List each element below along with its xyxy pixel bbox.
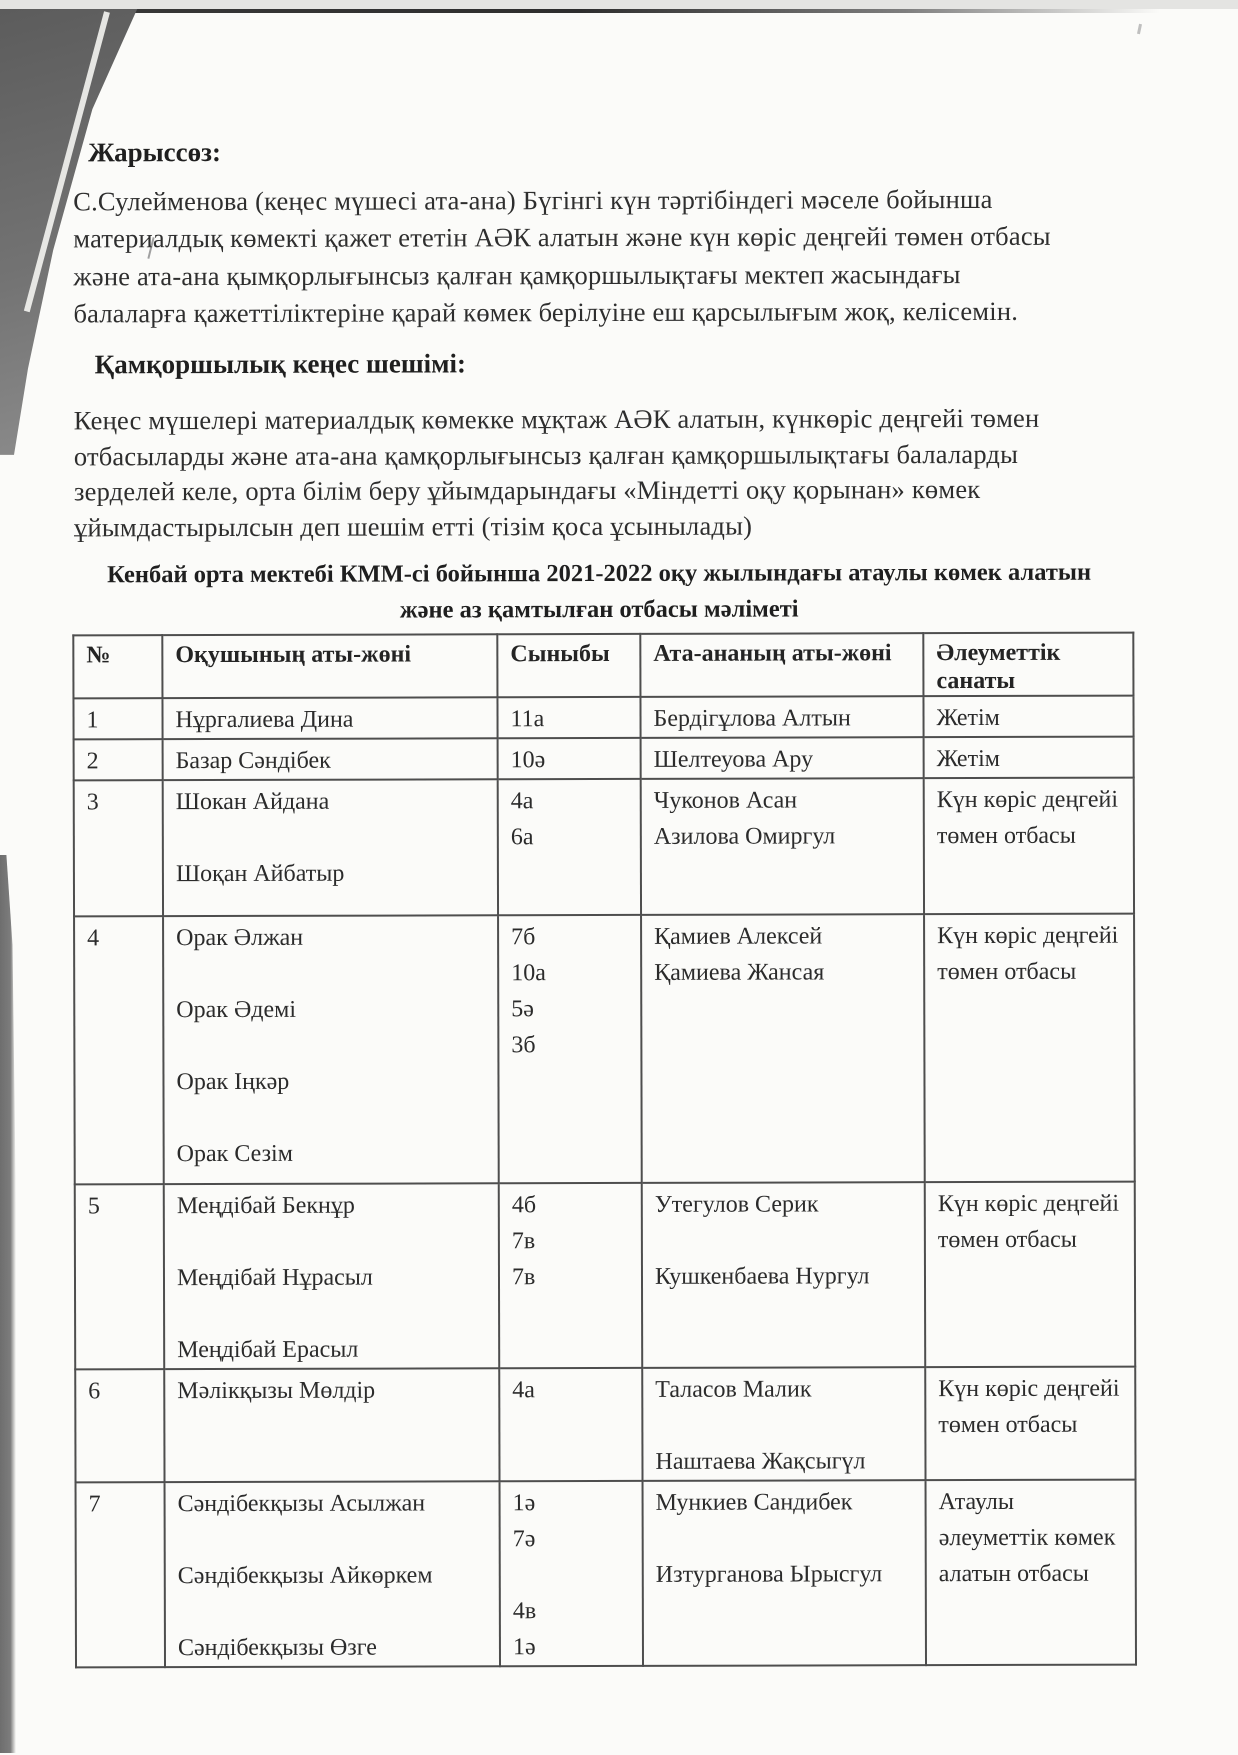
cell-parent-name: Шелтеуова Ару: [641, 737, 924, 779]
col-header-num: №: [73, 635, 162, 698]
paragraph-speech: С.Сулейменова (кеңес мүшесі ата-ана) Бүгінгі күн тәртібіндегі мәселе бойынша материалдық көмекті қажет ететін АӘК алатын және күн көріс деңгейі төмен отбасы және ата-ана қымқорлығынсыз қалған қамқоршылықтағы мектеп жасындағы балаларға қажеттіліктеріне қарай көмек берілуіне еш қарсылығым жоқ, келісемін.: [73, 183, 1051, 329]
table-header-row: [73, 633, 1133, 699]
heading-zharyssoz: Жарыссөз:: [88, 136, 222, 168]
cell-parent-name: Қамиев Алексей Қамиева Жансая: [641, 914, 925, 1183]
cell-student-name: Орак Әлжан Орак Әдемі Орак Іңкәр Орак Сезім: [163, 915, 499, 1184]
heading-council-decision: Қамқоршылық кеңес шешімі:: [94, 348, 467, 380]
cell-grade: 1ә 7ә 4в 1ә: [500, 1481, 643, 1666]
cell-student-name: Базар Сәндібек: [163, 738, 498, 780]
aid-recipients-table: [72, 632, 1137, 1669]
cell-social-category: Күн көріс деңгейі төмен отбасы: [925, 1367, 1135, 1481]
cell-grade: 10ә: [498, 738, 641, 779]
cell-grade: 4а: [499, 1368, 642, 1481]
col-header-grade: Сыныбы: [497, 634, 640, 697]
col-header-parent: Ата-ананың аты-жөні: [640, 633, 923, 697]
cell-parent-name: Утегулов Серик Кушкенбаева Нургул: [642, 1182, 925, 1368]
col-header-category: Әлеуметтік санаты: [923, 633, 1133, 697]
cell-grade: 11а: [497, 697, 640, 738]
cell-number: 2: [74, 739, 163, 780]
cell-number: 5: [75, 1184, 164, 1369]
cell-number: 1: [73, 698, 162, 739]
table-row: [74, 914, 1135, 1185]
cell-grade: 4б 7в 7в: [499, 1183, 642, 1368]
cell-social-category: Атаулы әлеуметтік көмек алатын отбасы: [926, 1480, 1136, 1666]
cell-parent-name: Чуконов Асан Азилова Омиргул: [641, 778, 924, 915]
cell-student-name: Сәндібекқызы Асылжан Сәндібекқызы Айкөркем Сәндібекқызы Өзге: [165, 1481, 500, 1667]
cell-parent-name: Мункиев Сандибек Изтурганова Ырысгул: [643, 1480, 926, 1666]
cell-social-category: Күн көріс деңгейі төмен отбасы: [924, 914, 1135, 1183]
table-row: [74, 778, 1134, 917]
table-row: [75, 1367, 1135, 1483]
cell-social-category: Күн көріс деңгейі төмен отбасы: [924, 778, 1134, 915]
cell-social-category: Жетім: [924, 737, 1134, 779]
table-row: [74, 737, 1134, 781]
table-row: [75, 1182, 1135, 1370]
cell-student-name: Шокан Айдана Шоқан Айбатыр: [163, 779, 498, 916]
cell-parent-name: Таласов Малик Наштаева Жақсыгүл: [642, 1367, 925, 1481]
cell-grade: 4а 6а: [498, 779, 641, 915]
cell-student-name: Мәлікқызы Мөлдір: [164, 1368, 499, 1482]
cell-number: 7: [76, 1482, 165, 1667]
cell-student-name: Меңдібай Бекнұр Меңдібай Нұрасыл Меңдібай Ерасыл: [164, 1183, 499, 1369]
paragraph-decision: Кеңес мүшелері материалдық көмекке мұқтаж АӘК алатын, күнкөріс деңгейі төмен отбасыларды және ата-ана қамқорлығынсыз қалған қамқоршылықтағы балаларды зерделей келе, орта білім беру ұйымдарындағы «Міндетті оқу қорынан» көмек ұйымдастырылсын деп шешім етті (тізім қоса ұсынылады): [73, 402, 1040, 542]
table-row: [73, 696, 1133, 740]
cell-number: 3: [74, 780, 163, 916]
cell-social-category: Жетім: [923, 696, 1133, 738]
table-row: [76, 1480, 1136, 1668]
cell-grade: 7б 10а 5ә 3б: [498, 915, 642, 1183]
cell-student-name: Нұргалиева Дина: [162, 697, 497, 739]
cell-number: 6: [75, 1369, 164, 1482]
col-header-student: Оқушының аты-жөні: [162, 634, 497, 698]
cell-social-category: Күн көріс деңгейі төмен отбасы: [925, 1182, 1135, 1368]
table-title: Кенбай орта мектебі КММ-сі бойынша 2021-2022 оқу жылындағы атаулы көмек алатын және аз қамтылған отбасы мәліметі: [107, 558, 1092, 624]
cell-number: 4: [74, 916, 164, 1184]
cell-parent-name: Бердігұлова Алтын: [640, 696, 923, 738]
